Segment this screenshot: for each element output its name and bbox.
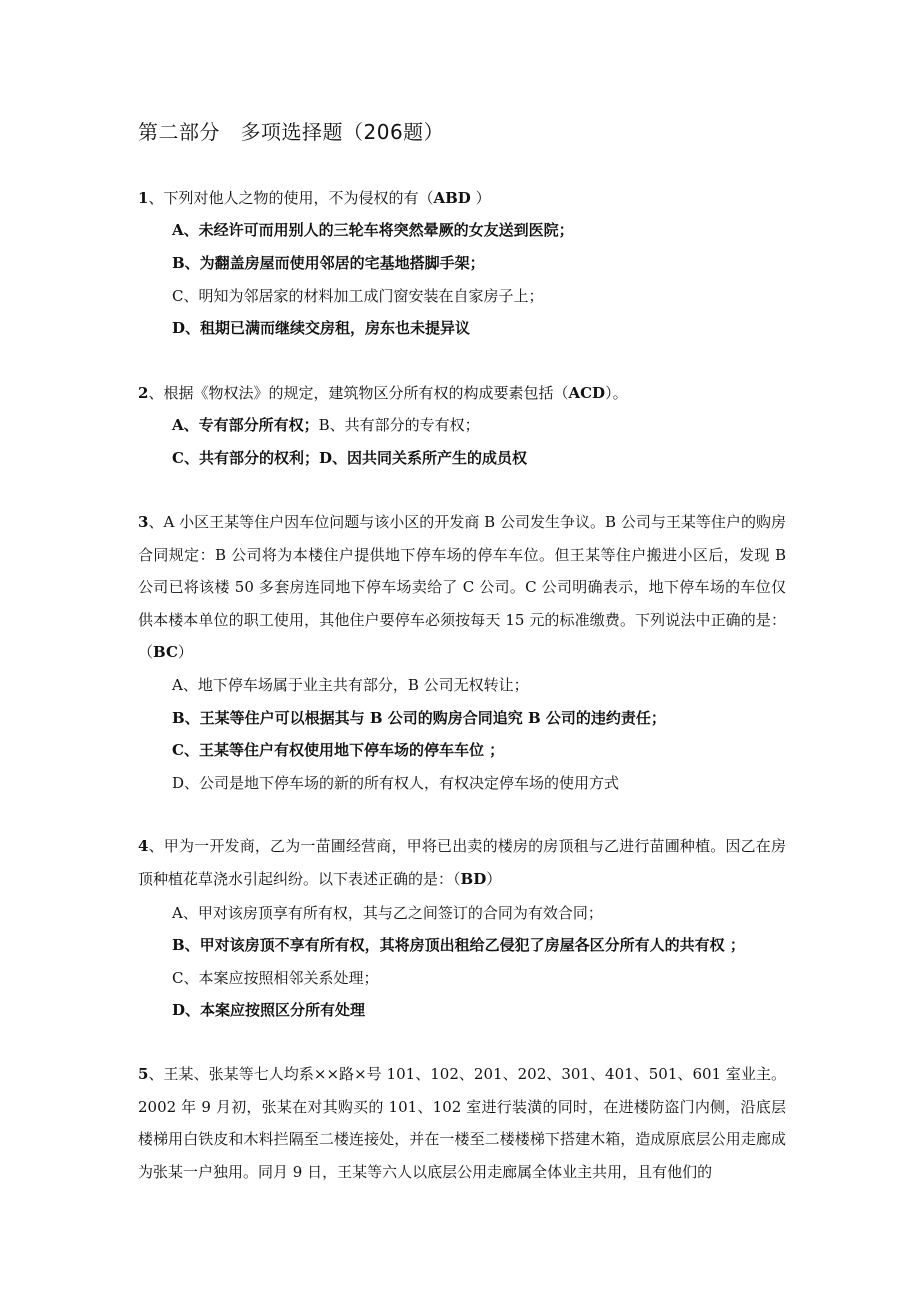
question-4-option-b: B、甲对该房顶不享有所有权，其将房顶出租给乙侵犯了房屋各区分所有人的共有权 ； — [172, 936, 745, 954]
question-1-answer: ABD — [433, 189, 471, 207]
question-1-stem: 1、下列对他人之物的使用，不为侵权的有（ABD ） — [138, 189, 491, 207]
question-3-option-c: C、王某等住户有权使用地下停车场的停车车位 ； — [172, 741, 505, 759]
section-title: 第二部分 多项选择题（206题） — [138, 120, 445, 144]
question-3-option-b: B、王某等住户可以根据其与 B 公司的购房合同追究 B 公司的违约责任； — [172, 709, 666, 727]
question-4-stem: 4、甲为一开发商，乙为一苗圃经营商，甲将已出卖的楼房的房顶租与乙进行苗圃种植。因乙在房顶种植花草浇水引起纠纷。以下表述正确的是：（BD） — [138, 837, 786, 888]
question-1-option-b: B、为翻盖房屋而使用邻居的宅基地搭脚手架； — [172, 254, 485, 272]
question-3-answer: BC — [153, 643, 178, 661]
question-4-answer: BD — [460, 869, 487, 888]
question-5-stem: 5、王某、张某等七人均系××路×号 101、102、201、202、301、401、501、601 室业主。2002 年 9 月初，张某在对其购买的 101、102 室进行装潢的同时，在进楼防盗门内侧，沿底层楼梯用白铁皮和木料拦隔至二楼连接处，并在一楼至二楼楼梯下搭建木箱，造成原底层公用走廊成为张某一户独用。同月 9 日，王某等六人以底层公用走廊属全体业主共用，且有他们的 — [138, 1065, 786, 1181]
question-2-stem: 2、根据《物权法》的规定，建筑物区分所有权的构成要素包括（ACD）。 — [138, 384, 628, 402]
question-4-option-a: A、甲对该房顶享有所有权，其与乙之间签订的合同为有效合同； — [172, 904, 603, 922]
question-3-stem: 3、A 小区王某等住户因车位问题与该小区的开发商 B 公司发生争议。B 公司与王某等住户的购房合同规定：B 公司将为本楼住户提供地下停车场的停车车位。但王某等住户搬进小区后，发现 B 公司已将该楼 50 多套房连同地下停车场卖给了 C 公司。C 公司明确表示，地下停车场的车位仅供本楼本单位的职工使用，其他住户要停车必须按每天 15 元的标准缴费。下列说法中正确的是：（BC） — [138, 513, 786, 661]
question-3-option-a: A、地下停车场属于业主共有部分，B 公司无权转让； — [172, 676, 529, 694]
question-2-option-cd: C、共有部分的权利；D、因共同关系所产生的成员权 — [172, 449, 527, 467]
question-2-option-ab: A、专有部分所有权；B、共有部分的专有权； — [172, 416, 480, 434]
question-1-option-c: C、明知为邻居家的材料加工成门窗安装在自家房子上； — [172, 287, 544, 305]
question-3-option-d: D、公司是地下停车场的新的所有权人，有权决定停车场的使用方式 — [172, 774, 620, 792]
question-4-option-c: C、本案应按照相邻关系处理； — [172, 969, 379, 987]
question-2-answer: ACD — [568, 384, 606, 402]
question-4-option-d: D、本案应按照区分所有处理 — [172, 1001, 366, 1019]
question-1-option-a: A、未经许可而用别人的三轮车将突然晕厥的女友送到医院； — [172, 221, 574, 239]
question-1-option-d: D、租期已满而继续交房租，房东也未提异议 — [172, 319, 471, 337]
